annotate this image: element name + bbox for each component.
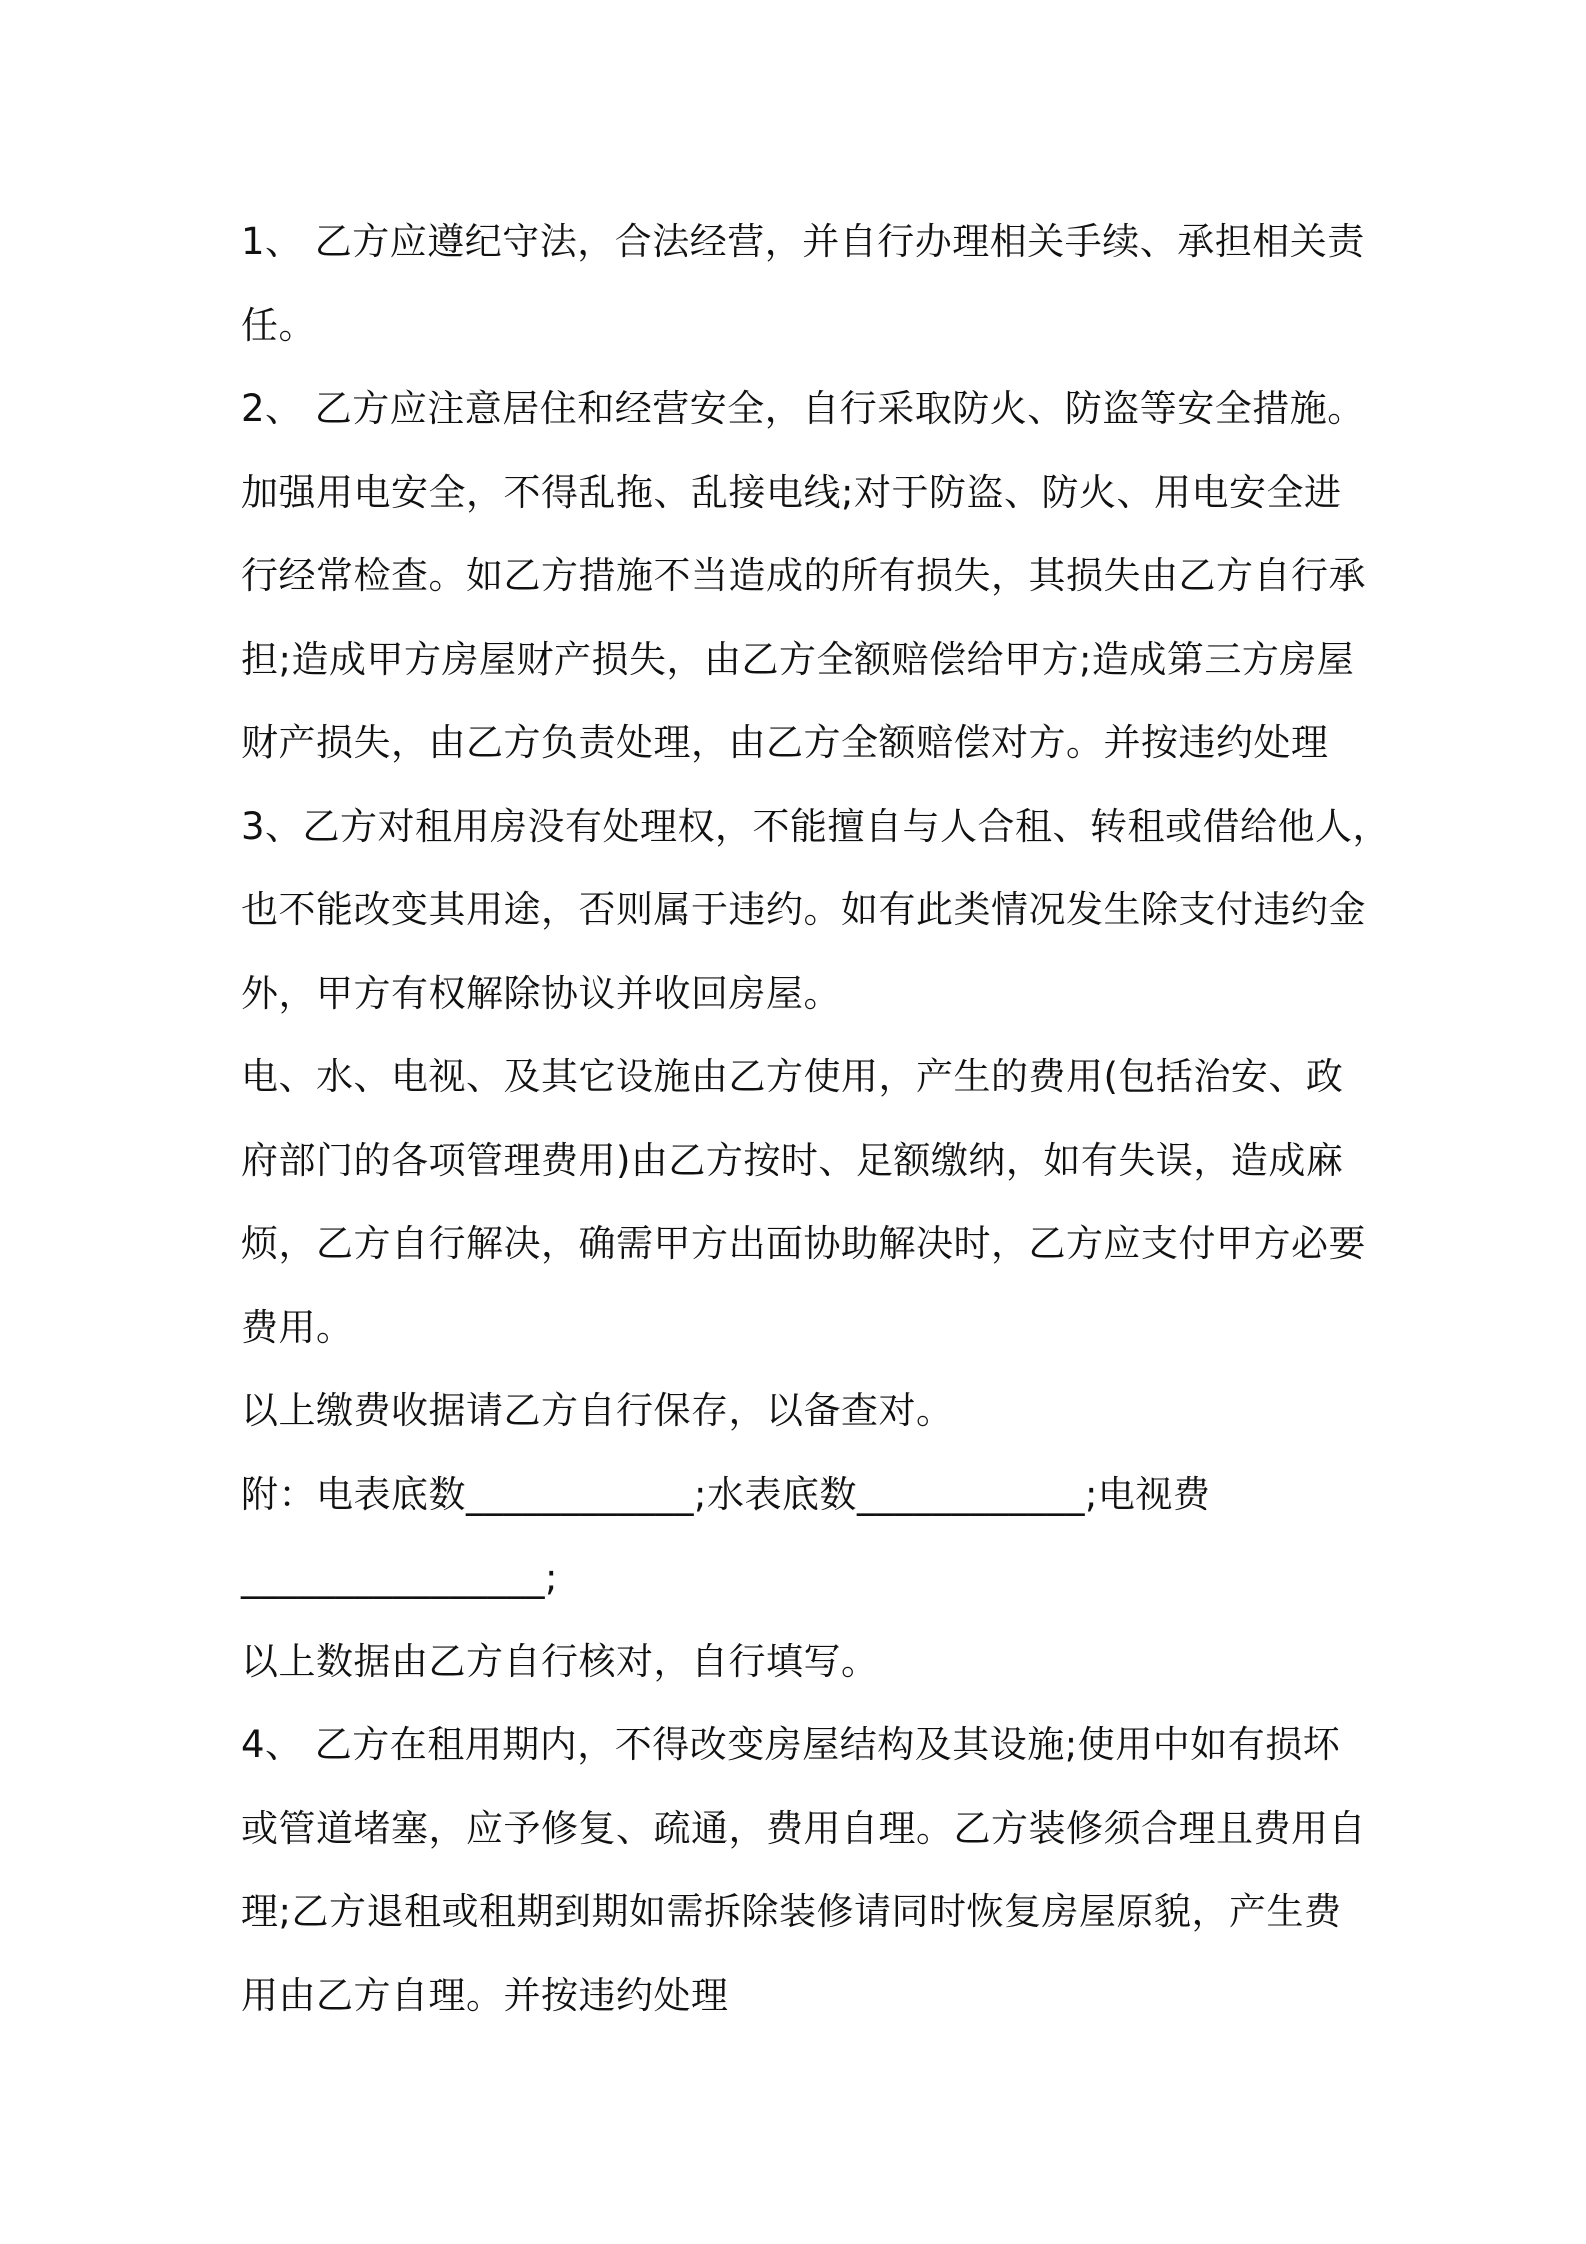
- meter-readings-line: 附：电表底数____________;水表底数____________;电视费: [241, 1472, 1211, 1516]
- text-line: 2、 乙方应注意居住和经营安全，自行采取防火、防盗等安全措施。: [241, 387, 1365, 430]
- text-line: 财产损失，由乙方负责处理，由乙方全额赔偿对方。并按违约处理: [241, 721, 1329, 764]
- text-line: 或管道堵塞，应予修复、疏通，费用自理。乙方装修须合理且费用自: [241, 1806, 1366, 1850]
- text-line: 也不能改变其用途，否则属于违约。如有此类情况发生除支付违约金: [241, 888, 1366, 931]
- text-line: 4、 乙方在租用期内，不得改变房屋结构及其设施;使用中如有损坏: [241, 1723, 1341, 1766]
- text-line: 1、 乙方应遵纪守法，合法经营，并自行办理相关手续、承担相关责: [241, 220, 1365, 263]
- text-line: 用由乙方自理。并按违约处理: [241, 1973, 729, 2017]
- text-line: 以上数据由乙方自行核对，自行填写。: [241, 1639, 879, 1683]
- meter-readings-blank: ________________;: [241, 1556, 558, 1599]
- text-line: 任。: [241, 303, 316, 347]
- text-line: 理;乙方退租或租期到期如需拆除装修请同时恢复房屋原貌，产生费: [241, 1890, 1342, 1933]
- text-line: 加强用电安全，不得乱拖、乱接电线;对于防盗、防火、用电安全进: [241, 470, 1342, 514]
- text-line: 以上缴费收据请乙方自行保存，以备查对。: [241, 1389, 954, 1432]
- text-line: 烦，乙方自行解决，确需甲方出面协助解决时，乙方应支付甲方必要: [241, 1222, 1366, 1265]
- text-line: 担;造成甲方房屋财产损失，由乙方全额赔偿给甲方;造成第三方房屋: [241, 637, 1355, 681]
- text-line: 3、乙方对租用房没有处理权，不能擅自与人合租、转租或借给他人，: [241, 804, 1391, 848]
- text-line: 行经常检查。如乙方措施不当造成的所有损失，其损失由乙方自行承: [241, 554, 1366, 597]
- text-line: 府部门的各项管理费用)由乙方按时、足额缴纳，如有失误，造成麻: [241, 1138, 1344, 1182]
- text-line: 费用。: [241, 1305, 354, 1349]
- text-line: 外，甲方有权解除协议并收回房屋。: [241, 971, 841, 1015]
- document-body: [241, 200, 1391, 2037]
- text-line: 电、水、电视、及其它设施由乙方使用，产生的费用(包括治安、政: [241, 1055, 1344, 1098]
